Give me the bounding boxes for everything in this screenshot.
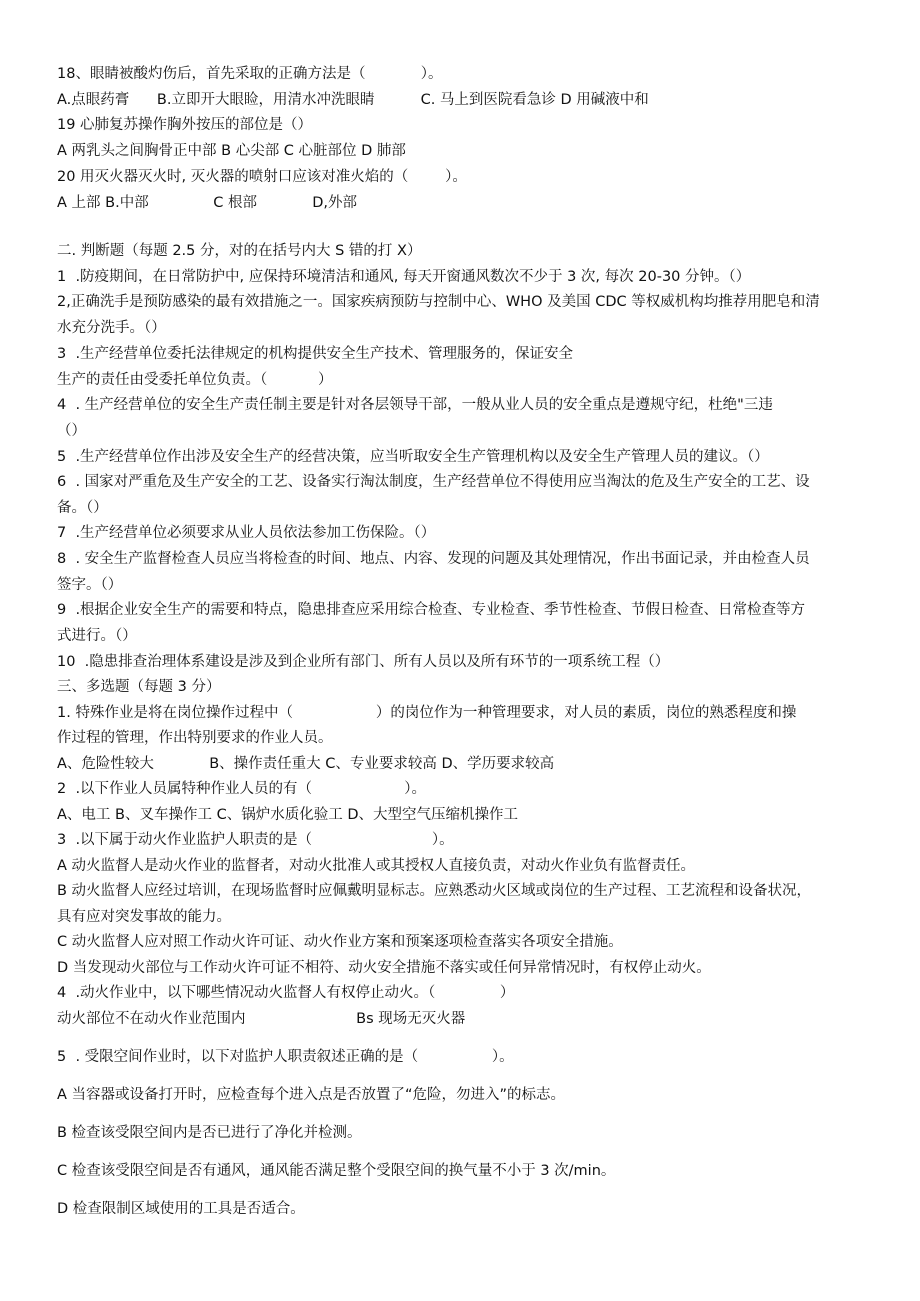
question-18: 18、眼睛被酸灼伤后，首先采取的正确方法是（ ）。 — [57, 66, 443, 82]
judgment-10: 10 .隐患排查治理体系建设是涉及到企业所有部门、所有人员以及所有环节的一项系统工程（） — [57, 654, 670, 670]
judgment-3-line-1: 3 .生产经营单位委托法律规定的机构提供安全生产技术、管理服务的，保证安全 — [57, 346, 574, 362]
judgment-4-line-1: 4 . 生产经营单位的安全生产责任制主要是针对各层领导干部，一般从业人员的安全重点是遵规守纪，杜绝"三违 — [57, 397, 773, 413]
judgment-9-line-1: 9 .根据企业安全生产的需要和特点，隐患排查应采用综合检查、专业检查、季节性检查、节假日检查、日常检查等方 — [57, 602, 806, 618]
judgment-8-line-2: 签字。（） — [57, 577, 123, 593]
multi-4-options: 动火部位不在动火作业范围内 Bs 现场无灭火器 — [57, 1011, 466, 1027]
multi-3-option-b-line-2: 具有应对突发事故的能力。 — [57, 909, 231, 925]
multi-5-option-a: A 当容器或设备打开时，应检查每个进入点是否放置了“危险，勿进入”的标志。 — [57, 1087, 566, 1103]
judgment-2-line-1: 2,正确洗手是预防感染的最有效措施之一。国家疾病预防与控制中心、WHO 及美国 CDC 等权威机构均推荐用肥皂和清 — [57, 294, 820, 310]
judgment-8-line-1: 8 . 安全生产监督检查人员应当将检查的时间、地点、内容、发现的问题及其处理情况，作出书面记录，并由检查人员 — [57, 551, 810, 567]
multi-2: 2 .以下作业人员属特种作业人员的有（ ）。 — [57, 781, 426, 797]
multi-3-option-d: D 当发现动火部位与工作动火许可证不相符、动火安全措施不落实或任何异常情况时，有权停止动火。 — [57, 960, 711, 976]
judgment-5: 5 .生产经营单位作出涉及安全生产的经营决策，应当听取安全生产管理机构以及安全生产管理人员的建议。（） — [57, 449, 769, 465]
multi-3-option-c: C 动火监督人应对照工作动火许可证、动火作业方案和预案逐项检查落实各项安全措施。 — [57, 934, 623, 950]
judgment-3-line-2: 生产的责任由受委托单位负责。（ ） — [57, 372, 333, 388]
multi-4: 4 .动火作业中，以下哪些情况动火监督人有权停止动火。（ ） — [57, 985, 515, 1001]
judgment-4-line-2: （） — [57, 423, 86, 439]
multi-3-option-b-line-1: B 动火监督人应经过培训，在现场监督时应佩戴明显标志。应熟悉动火区域或岗位的生产过程、工艺流程和设备状况， — [57, 883, 812, 899]
multi-5: 5 . 受限空间作业时，以下对监护人职责叙述正确的是（ ）。 — [57, 1049, 514, 1065]
multi-3-option-a: A 动火监督人是动火作业的监督者，对动火批准人或其授权人直接负责，对动火作业负有监督责任。 — [57, 858, 696, 874]
question-19: 19 心肺复苏操作胸外按压的部位是（） — [57, 117, 313, 133]
multi-5-option-c: C 检查该受限空间是否有通风，通风能否满足整个受限空间的换气量不小于 3 次/min。 — [57, 1163, 616, 1179]
judgment-1: 1 .防疫期间，在日常防护中, 应保持环境清洁和通风, 每天开窗通风数次不少于 3 次, 每次 20-30 分钟。（） — [57, 269, 751, 285]
multi-1-options: A、危险性较大 B、操作责任重大 C、专业要求较高 D、学历要求较高 — [57, 756, 555, 772]
multi-1-line-1: 1. 特殊作业是将在岗位操作过程中（ ）的岗位作为一种管理要求，对人员的素质，岗位的熟悉程度和操 — [57, 705, 797, 721]
judgment-7: 7 .生产经营单位必须要求从业人员依法参加工伤保险。（） — [57, 525, 436, 541]
question-20: 20 用灭火器灭火时, 灭火器的喷射口应该对准火焰的（ ）。 — [57, 169, 467, 185]
section-3-heading: 三、多选题（每题 3 分） — [57, 679, 221, 695]
multi-5-option-d: D 检查限制区域使用的工具是否适合。 — [57, 1201, 305, 1217]
multi-3: 3 .以下属于动火作业监护人职责的是（ ）。 — [57, 832, 454, 848]
question-18-options: A.点眼药膏 B.立即开大眼睑，用清水冲洗眼睛 C. 马上到医院看急诊 D 用碱液中和 — [57, 92, 649, 108]
judgment-2-line-2: 水充分洗手。（） — [57, 320, 166, 336]
multi-1-line-2: 作过程的管理，作出特别要求的作业人员。 — [57, 730, 333, 746]
question-20-options: A 上部 B.中部 C 根部 D,外部 — [57, 195, 358, 211]
judgment-6-line-2: 备。（） — [57, 500, 108, 516]
judgment-6-line-1: 6 . 国家对严重危及生产安全的工艺、设备实行淘汰制度，生产经营单位不得使用应当淘汰的危及生产安全的工艺、设 — [57, 474, 810, 490]
multi-2-options: A、电工 B、叉车操作工 C、锅炉水质化验工 D、大型空气压缩机操作工 — [57, 807, 518, 823]
section-2-heading: 二. 判断题（每题 2.5 分，对的在括号内大 S 错的打 X） — [57, 243, 422, 259]
question-19-options: A 两乳头之间胸骨正中部 B 心尖部 C 心脏部位 D 肺部 — [57, 143, 406, 159]
multi-5-option-b: B 检查该受限空间内是否已进行了净化并检测。 — [57, 1125, 362, 1141]
judgment-9-line-2: 式进行。（） — [57, 628, 137, 644]
